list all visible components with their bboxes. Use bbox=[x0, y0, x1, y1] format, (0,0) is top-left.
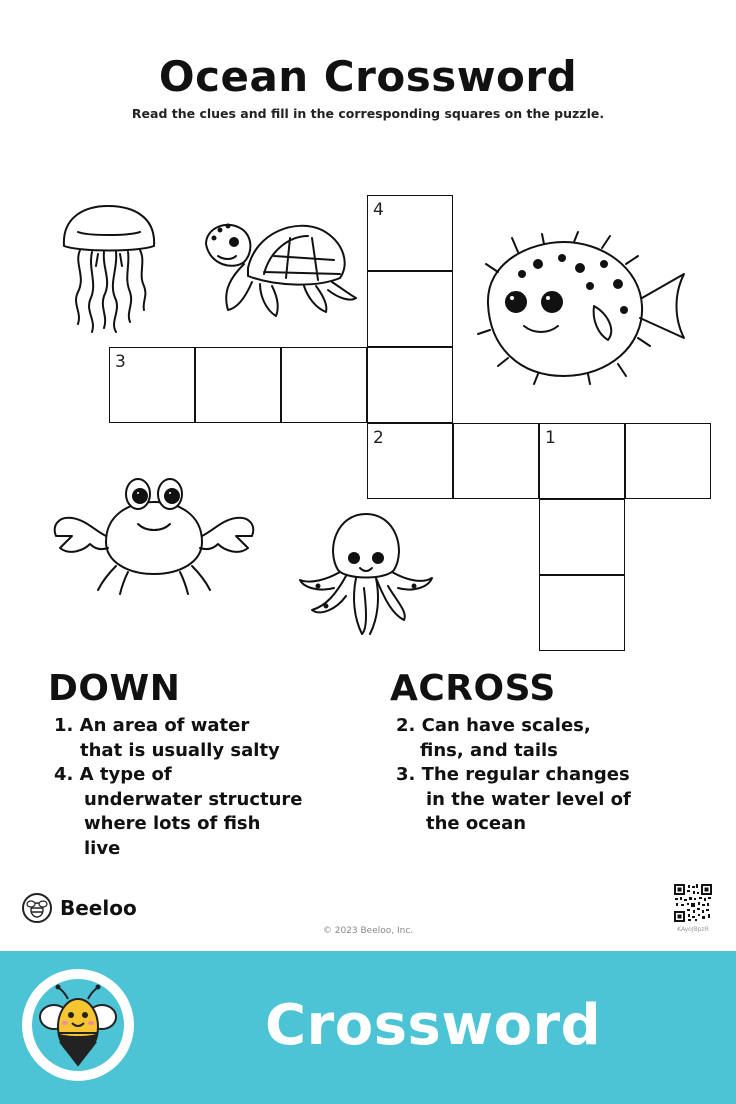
octopus-icon bbox=[296, 510, 436, 640]
clue-text: live bbox=[84, 837, 121, 859]
crossword-cell[interactable] bbox=[367, 271, 453, 347]
banner-title: Crossword bbox=[265, 993, 602, 1058]
copyright: © 2023 Beeloo, Inc. bbox=[322, 926, 414, 936]
page-subtitle: Read the clues and fill in the corresponding squares on the puzzle. bbox=[131, 106, 605, 121]
crossword-cell[interactable] bbox=[539, 423, 625, 499]
clue-text: Can have scales, bbox=[421, 715, 591, 736]
clue-number: 2. bbox=[396, 715, 416, 736]
across-heading: ACROSS bbox=[390, 668, 556, 709]
bottom-banner bbox=[0, 951, 736, 1104]
crossword-cell[interactable] bbox=[195, 347, 281, 423]
clue-number: 3. bbox=[396, 764, 416, 785]
clue-number: 1. bbox=[54, 715, 74, 736]
sea-turtle-icon bbox=[204, 216, 360, 320]
crossword-cell[interactable] bbox=[539, 499, 625, 575]
clue-text: underwater structure bbox=[84, 788, 303, 810]
down-clue-1 bbox=[54, 714, 280, 763]
crossword-cell[interactable] bbox=[453, 423, 539, 499]
page-title: Ocean Crossword bbox=[158, 52, 578, 101]
clue-text: A type of bbox=[79, 764, 172, 785]
down-clue-4 bbox=[54, 763, 303, 861]
crossword-cell[interactable] bbox=[109, 347, 195, 423]
clue-number: 1 bbox=[545, 428, 556, 448]
crossword-cell[interactable] bbox=[367, 423, 453, 499]
crossword-cell[interactable] bbox=[367, 195, 453, 271]
crossword-cell[interactable] bbox=[625, 423, 711, 499]
clue-text: fins, and tails bbox=[420, 739, 558, 761]
clue-text: The regular changes bbox=[421, 764, 630, 785]
clue-text: An area of water bbox=[79, 715, 250, 736]
bee-mascot-icon bbox=[38, 985, 118, 1067]
clue-number: 3 bbox=[115, 352, 126, 372]
clue-number: 2 bbox=[373, 428, 384, 448]
qr-code-text: KAyoJBpzR bbox=[677, 926, 709, 933]
brand-logo[interactable] bbox=[22, 893, 137, 923]
down-heading: DOWN bbox=[48, 668, 181, 709]
qr-code-icon[interactable] bbox=[674, 884, 712, 922]
clue-text: that is usually salty bbox=[80, 739, 280, 761]
clue-text: where lots of fish bbox=[84, 813, 261, 834]
crab-icon bbox=[50, 478, 256, 596]
across-clue-2 bbox=[396, 714, 591, 763]
clue-text: the ocean bbox=[426, 813, 527, 834]
jellyfish-icon bbox=[58, 204, 160, 336]
clue-text: in the water level of bbox=[426, 788, 631, 810]
crossword-cell[interactable] bbox=[539, 575, 625, 651]
clue-number: 4 bbox=[373, 200, 384, 220]
crossword-cell[interactable] bbox=[281, 347, 367, 423]
across-clue-3 bbox=[396, 763, 631, 837]
clue-number: 4. bbox=[54, 764, 74, 785]
crossword-cell[interactable] bbox=[367, 347, 453, 423]
pufferfish-icon bbox=[478, 234, 686, 384]
brand-name: Beeloo bbox=[60, 896, 137, 920]
bee-icon bbox=[22, 893, 52, 923]
